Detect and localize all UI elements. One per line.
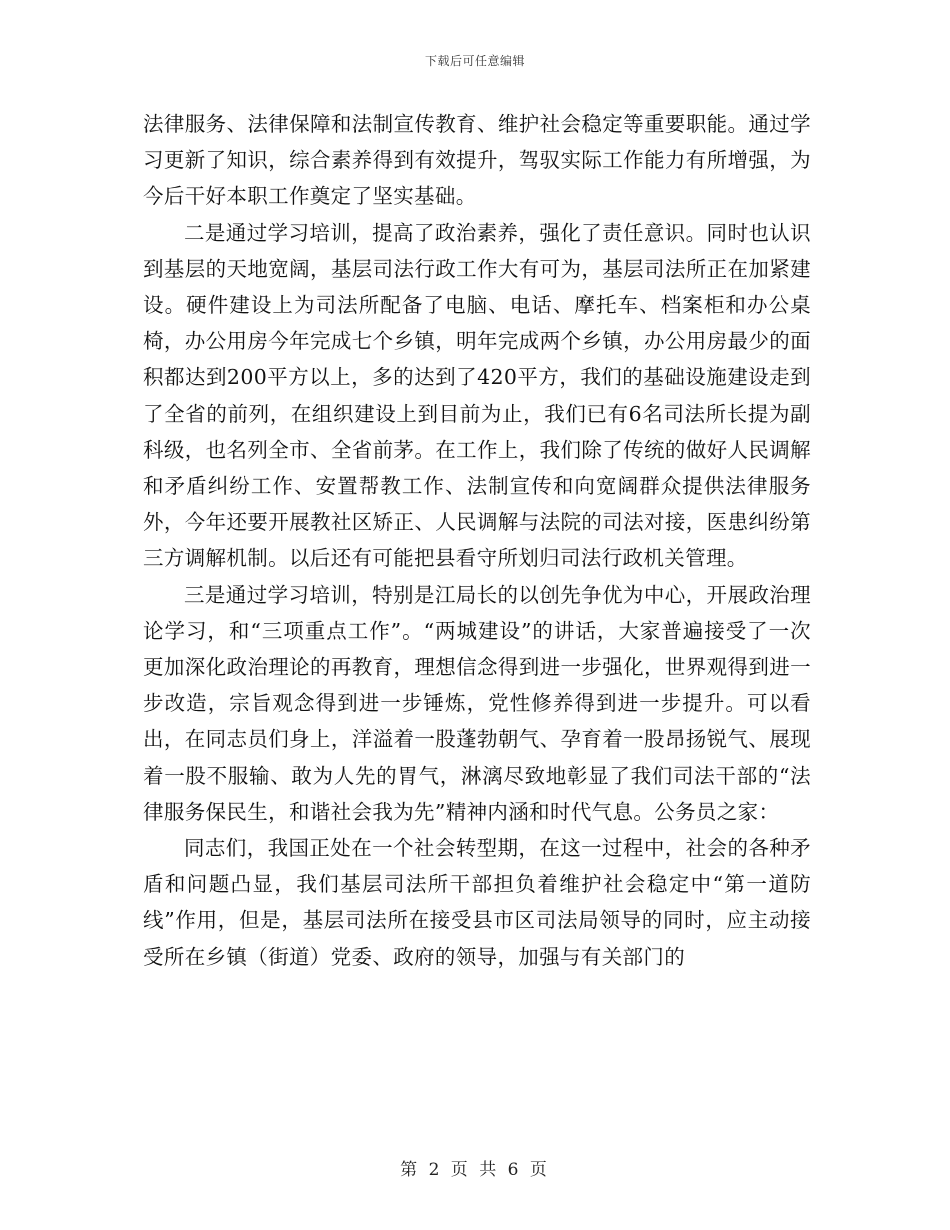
paragraph-1: 法律服务、法律保障和法制宣传教育、维护社会稳定等重要职能。通过学习更新了知识，综合素养得到有效提升，驾驭实际工作能力有所增强，为今后干好本职工作奠定了坚实基础。	[143, 112, 811, 209]
page-header: 下载后可任意编辑	[424, 54, 525, 68]
paragraph-4: 同志们，我国正处在一个社会转型期，在这一过程中，社会的各种矛盾和问题凸显，我们基层司法所干部担负着维护社会稳定中“第一道防线”作用，但是，基层司法所在接受县市区司法局领导的同时，应主动接受所在乡镇（街道）党委、政府的领导，加强与有关部门的	[143, 836, 811, 969]
paragraph-3: 三是通过学习培训，特别是江局长的以创先争优为中心，开展政治理论学习，和“三项重点工作”。“两城建设”的讲话，大家普遍接受了一次更加深化政治理论的再教育，理想信念得到进一步强化，世界观得到进一步改造，宗旨观念得到进一步锤炼，党性修养得到进一步提升。可以看出，在同志员们身上，洋溢着一股蓬勃朝气、孕育着一股昂扬锐气、展现着一股不服输、敢为人先的胃气，淋漓尽致地彰显了我们司法干部的“法律服务保民生，和谐社会我为先”精神内涵和时代气息。公务员之家：	[143, 582, 811, 824]
paragraph-2: 二是通过学习培训，提高了政治素养，强化了责任意识。同时也认识到基层的天地宽阔，基层司法行政工作大有可为，基层司法所正在加紧建设。硬件建设上为司法所配备了电脑、电话、摩托车、档案柜和办公桌椅，办公用房今年完成七个乡镇，明年完成两个乡镇，办公用房最少的面积都达到200平方以上，多的达到了420平方，我们的基础设施建设走到了全省的前列，在组织建设上到目前为止，我们已有6名司法所长提为副科级，也名列全市、全省前茅。在工作上，我们除了传统的做好人民调解和矛盾纠纷工作、安置帮教工作、法制宣传和向宽阔群众提供法律服务外，今年还要开展教社区矫正、人民调解与法院的司法对接，医患纠纷第三方调解机制。以后还有可能把县看守所划归司法行政机关管理。	[143, 220, 811, 571]
document-body	[143, 106, 811, 975]
page-number: 第 2 页 共 6 页	[400, 1160, 550, 1180]
